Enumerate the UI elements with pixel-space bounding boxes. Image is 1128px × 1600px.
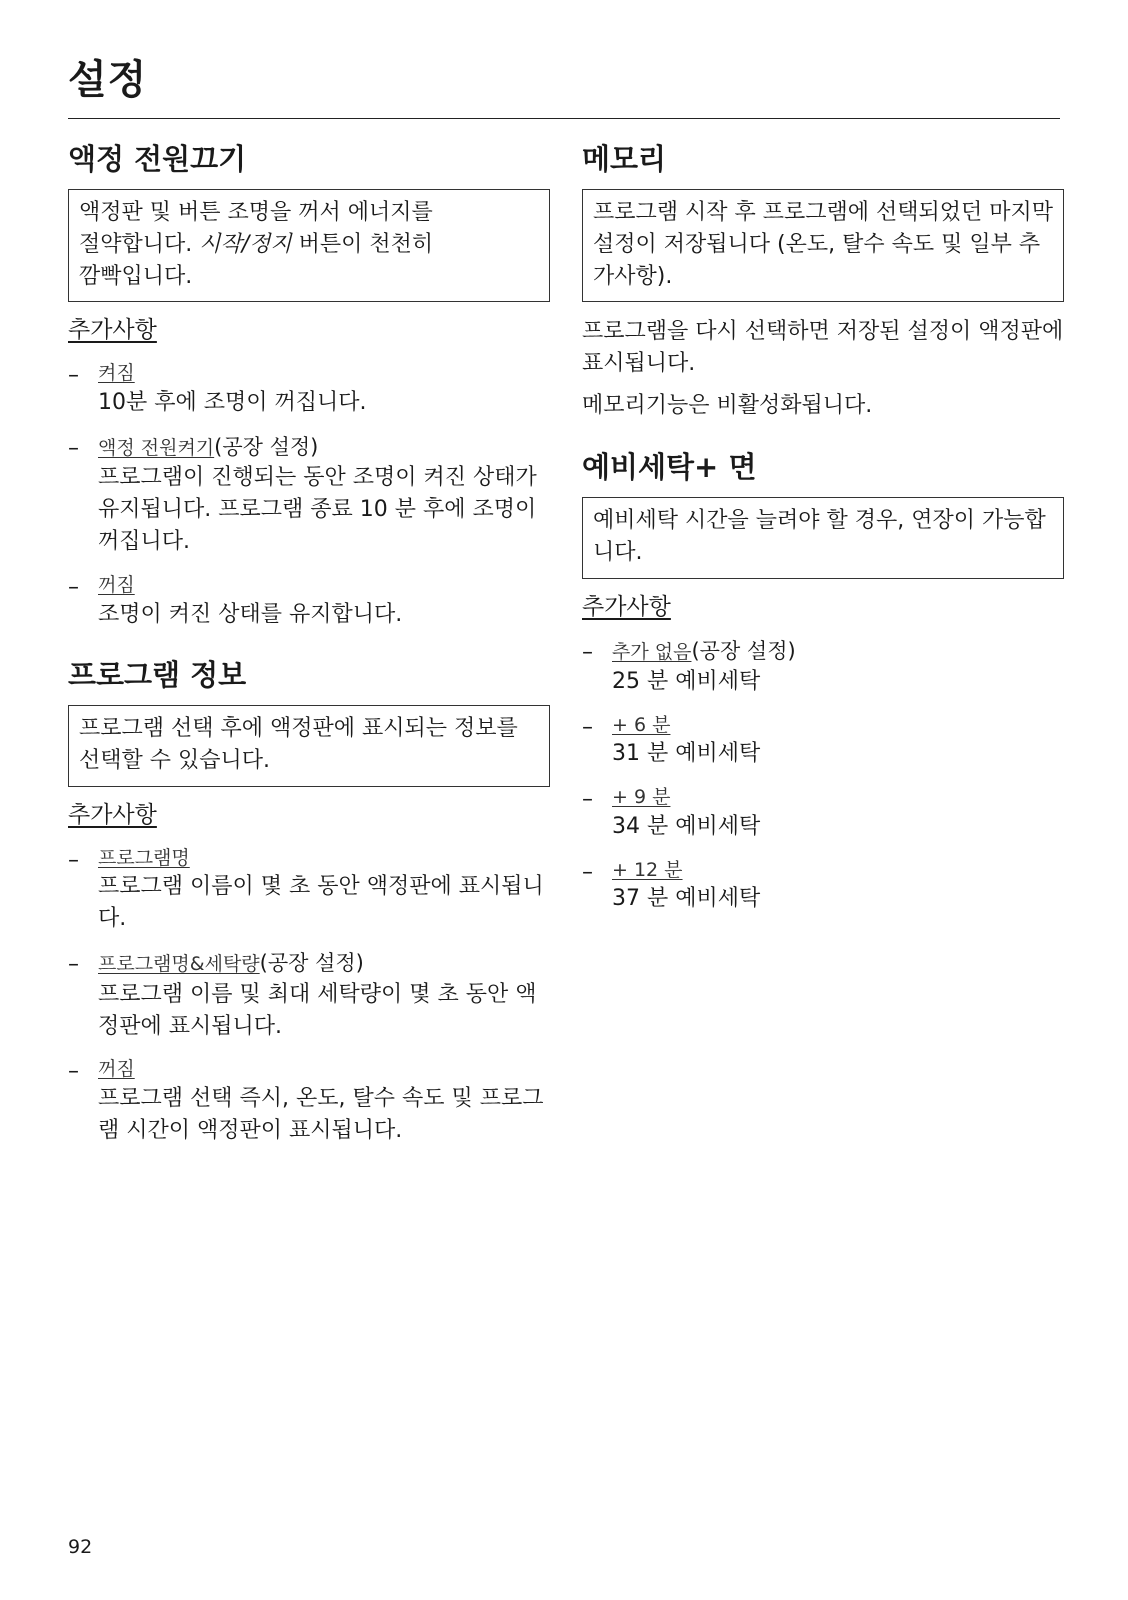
option-name: 꺼짐 xyxy=(98,573,135,596)
option-description: 프로그램이 진행되는 동안 조명이 켜진 상태가 유지됩니다. 프로그램 종료 10 분 후에 조명이 꺼집니다. xyxy=(98,465,537,555)
option-description: 프로그램 이름 및 최대 세탁량이 몇 초 동안 액정판에 표시됩니다. xyxy=(98,981,537,1039)
dash-bullet: – xyxy=(68,435,79,461)
option-name: 추가 없음 xyxy=(612,640,692,663)
factory-setting-note: (공장 설정) xyxy=(691,638,796,663)
option-item xyxy=(68,433,550,558)
info-box-prewash: 예비세탁 시간을 늘려야 할 경우, 연장이 가능합니다. xyxy=(582,497,1064,579)
option-description: 25 분 예비세탁 xyxy=(612,669,761,694)
option-name: 프로그램명&세탁량 xyxy=(98,953,260,976)
option-name: + 12 분 xyxy=(612,858,683,881)
dash-bullet: – xyxy=(582,639,593,665)
option-item xyxy=(582,857,1064,915)
option-name: 프로그램명 xyxy=(98,846,190,869)
option-name: + 9 분 xyxy=(612,786,671,809)
dash-bullet: – xyxy=(68,847,79,873)
options-heading: 추가사항 xyxy=(68,317,157,344)
options-heading: 추가사항 xyxy=(68,801,157,828)
section-heading-prewash: 예비세탁+ 면 xyxy=(582,450,757,485)
dash-bullet: – xyxy=(582,787,593,813)
section-heading-lcd-power: 액정 전원끄기 xyxy=(68,142,247,176)
option-item xyxy=(68,1056,550,1146)
option-item xyxy=(68,949,550,1042)
left-column xyxy=(68,142,550,1175)
page-number: 92 xyxy=(68,1536,93,1558)
option-description: 10분 후에 조명이 꺼집니다. xyxy=(98,389,367,415)
dash-bullet: – xyxy=(582,859,593,885)
dash-bullet: – xyxy=(68,574,79,600)
right-column xyxy=(582,142,1064,943)
option-description: 프로그램 선택 즉시, 온도, 탈수 속도 및 프로그램 시간이 액정판이 표시됩니다. xyxy=(98,1086,544,1143)
info-box-program-info: 프로그램 선택 후에 액정판에 표시되는 정보를 선택할 수 있습니다. xyxy=(68,705,550,787)
options-heading: 추가사항 xyxy=(582,593,671,620)
section-heading-program-info: 프로그램 정보 xyxy=(68,658,247,693)
info-box-line: 깜빡입니다. xyxy=(79,263,193,289)
page-title: 설정 xyxy=(68,57,148,103)
info-box-line: 액정판 및 버튼 조명을 꺼서 에너지를 xyxy=(79,199,433,225)
dash-bullet: – xyxy=(68,1059,79,1085)
option-name: + 6 분 xyxy=(612,713,671,736)
option-description: 34 분 예비세탁 xyxy=(612,813,761,839)
section-lcd-power xyxy=(68,142,550,630)
section-heading-memory: 메모리 xyxy=(582,142,667,176)
option-item xyxy=(582,784,1064,842)
option-description: 37 분 예비세탁 xyxy=(612,886,761,912)
dash-bullet: – xyxy=(582,714,593,740)
factory-setting-note: (공장 설정) xyxy=(259,951,364,976)
info-box-memory: 프로그램 시작 후 프로그램에 선택되었던 마지막 설정이 저장됩니다 (온도, 탈수 속도 및 일부 추가사항). xyxy=(582,189,1064,303)
section-memory xyxy=(582,142,1064,422)
factory-setting-note: (공장 설정) xyxy=(214,434,319,459)
dash-bullet: – xyxy=(68,363,79,389)
option-item xyxy=(582,712,1064,770)
option-name: 켜짐 xyxy=(98,362,135,385)
option-item xyxy=(582,637,1064,698)
option-item xyxy=(68,360,550,418)
memory-paragraph: 프로그램을 다시 선택하면 저장된 설정이 액정판에 표시됩니다. xyxy=(582,319,1064,377)
option-item xyxy=(68,572,550,630)
info-box-line: 절약합니다. xyxy=(79,231,200,257)
option-description: 프로그램 이름이 몇 초 동안 액정판에 표시됩니다. xyxy=(98,874,544,932)
dash-bullet: – xyxy=(68,952,79,978)
option-name: 꺼짐 xyxy=(98,1058,135,1081)
option-description: 31 분 예비세탁 xyxy=(612,741,761,767)
option-description: 조명이 켜진 상태를 유지합니다. xyxy=(98,601,403,627)
option-name: 액정 전원켜기 xyxy=(98,436,215,459)
title-divider xyxy=(68,118,1060,119)
info-box-lcd-power xyxy=(68,189,550,303)
memory-paragraph: 메모리기능은 비활성화됩니다. xyxy=(582,393,873,419)
info-box-line: 버튼이 천천히 xyxy=(291,231,434,257)
option-item xyxy=(68,845,550,935)
section-prewash xyxy=(582,450,1064,915)
start-stop-button-label: 시작/정지 xyxy=(199,231,292,257)
section-program-info xyxy=(68,658,550,1146)
